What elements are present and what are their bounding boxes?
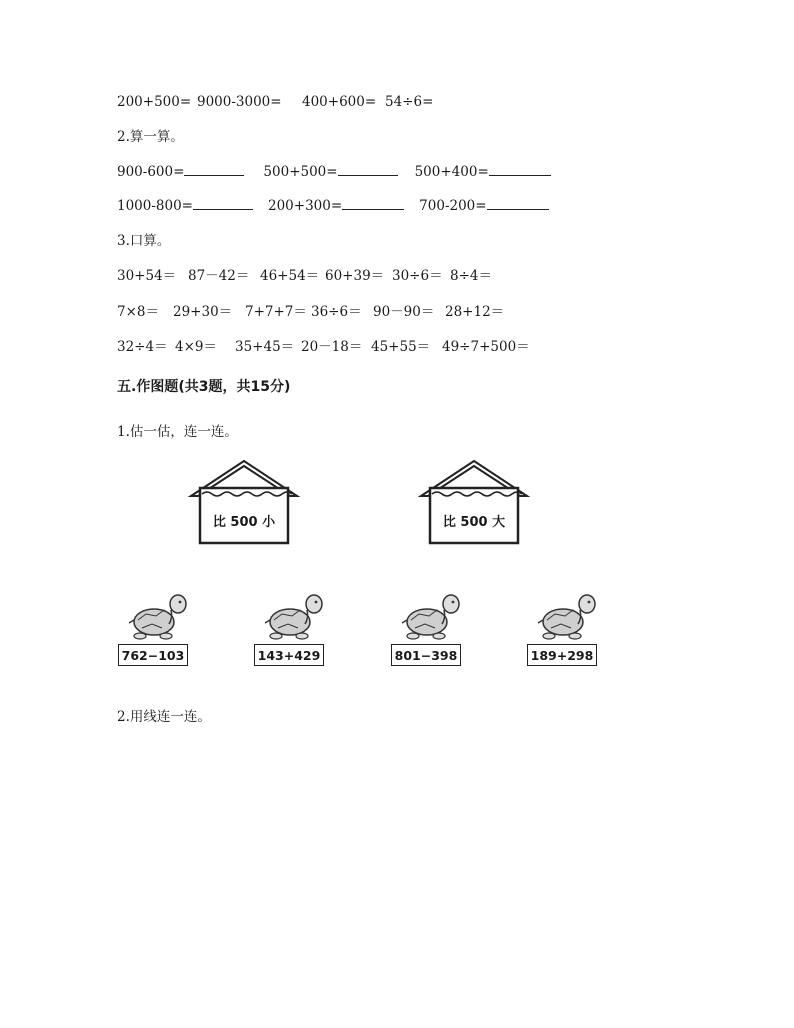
- turtle-card-4[interactable]: [527, 590, 601, 666]
- q2-row-1: [117, 163, 551, 181]
- problem: 9000-3000=: [197, 94, 282, 110]
- q3-row-1: [117, 267, 492, 285]
- problem: 200+500=: [117, 94, 192, 110]
- turtle-card-3[interactable]: [391, 590, 465, 666]
- house-label: 比 500 小: [212, 515, 276, 530]
- expression-box: 762−103: [118, 644, 188, 666]
- problem: 87－42＝: [188, 268, 250, 284]
- problem: 35+45＝: [235, 339, 295, 355]
- turtle-icon: [264, 590, 324, 642]
- problem: 36÷6＝: [311, 304, 362, 320]
- turtle-icon: [401, 590, 461, 642]
- q5-2-title: 2.用线连一连。: [117, 709, 211, 725]
- problem: 500+500=: [263, 164, 338, 180]
- answer-blank[interactable]: [487, 197, 549, 210]
- answer-blank[interactable]: [342, 197, 404, 210]
- turtle-icon: [128, 590, 188, 642]
- problem: 32÷4＝: [117, 339, 168, 355]
- problem: 54÷6=: [385, 94, 434, 110]
- expression-box: 801−398: [391, 644, 461, 666]
- house-greater-500[interactable]: [418, 458, 530, 546]
- q3-title: 3.口算。: [117, 233, 171, 249]
- problem: 7+7+7＝: [245, 304, 307, 320]
- problem: 49÷7+500＝: [442, 339, 530, 355]
- section-title: 五.作图题(共3题，共15分): [117, 379, 291, 395]
- problem: 45+55＝: [371, 339, 431, 355]
- problem: 900-600=: [117, 164, 185, 180]
- house-icon: [418, 458, 530, 546]
- problem: 60+39＝: [325, 268, 385, 284]
- expression-box: 143+429: [254, 644, 324, 666]
- answer-blank[interactable]: [489, 163, 551, 176]
- house-icon: [188, 458, 300, 546]
- arith-row-1: [117, 93, 433, 111]
- problem: 7×8＝: [117, 304, 159, 320]
- q3-row-2: [117, 303, 504, 321]
- problem: 29+30＝: [173, 304, 233, 320]
- problem: 30÷6＝: [392, 268, 443, 284]
- problem: 8÷4＝: [450, 268, 492, 284]
- turtle-card-1[interactable]: [118, 590, 192, 666]
- problem: 700-200=: [419, 198, 487, 214]
- answer-blank[interactable]: [193, 197, 253, 210]
- q2-title: 2.算一算。: [117, 129, 184, 145]
- answer-blank[interactable]: [338, 163, 398, 176]
- problem: 1000-800=: [117, 198, 193, 214]
- q5-1-title: 1.估一估，连一连。: [117, 424, 238, 440]
- problem: 20－18＝: [301, 339, 363, 355]
- problem: 28+12＝: [445, 304, 505, 320]
- house-label: 比 500 大: [442, 515, 506, 530]
- problem: 4×9＝: [175, 339, 217, 355]
- q3-row-3: [117, 338, 530, 356]
- turtle-card-2[interactable]: [254, 590, 328, 666]
- answer-blank[interactable]: [184, 163, 244, 176]
- expression-box: 189+298: [527, 644, 597, 666]
- problem: 30+54＝: [117, 268, 177, 284]
- problem: 46+54＝: [260, 268, 320, 284]
- problem: 400+600=: [302, 94, 377, 110]
- turtle-icon: [537, 590, 597, 642]
- q2-row-2: [117, 197, 549, 215]
- problem: 200+300=: [268, 198, 343, 214]
- problem: 90－90＝: [373, 304, 435, 320]
- problem: 500+400=: [414, 164, 489, 180]
- house-less-500[interactable]: [188, 458, 300, 546]
